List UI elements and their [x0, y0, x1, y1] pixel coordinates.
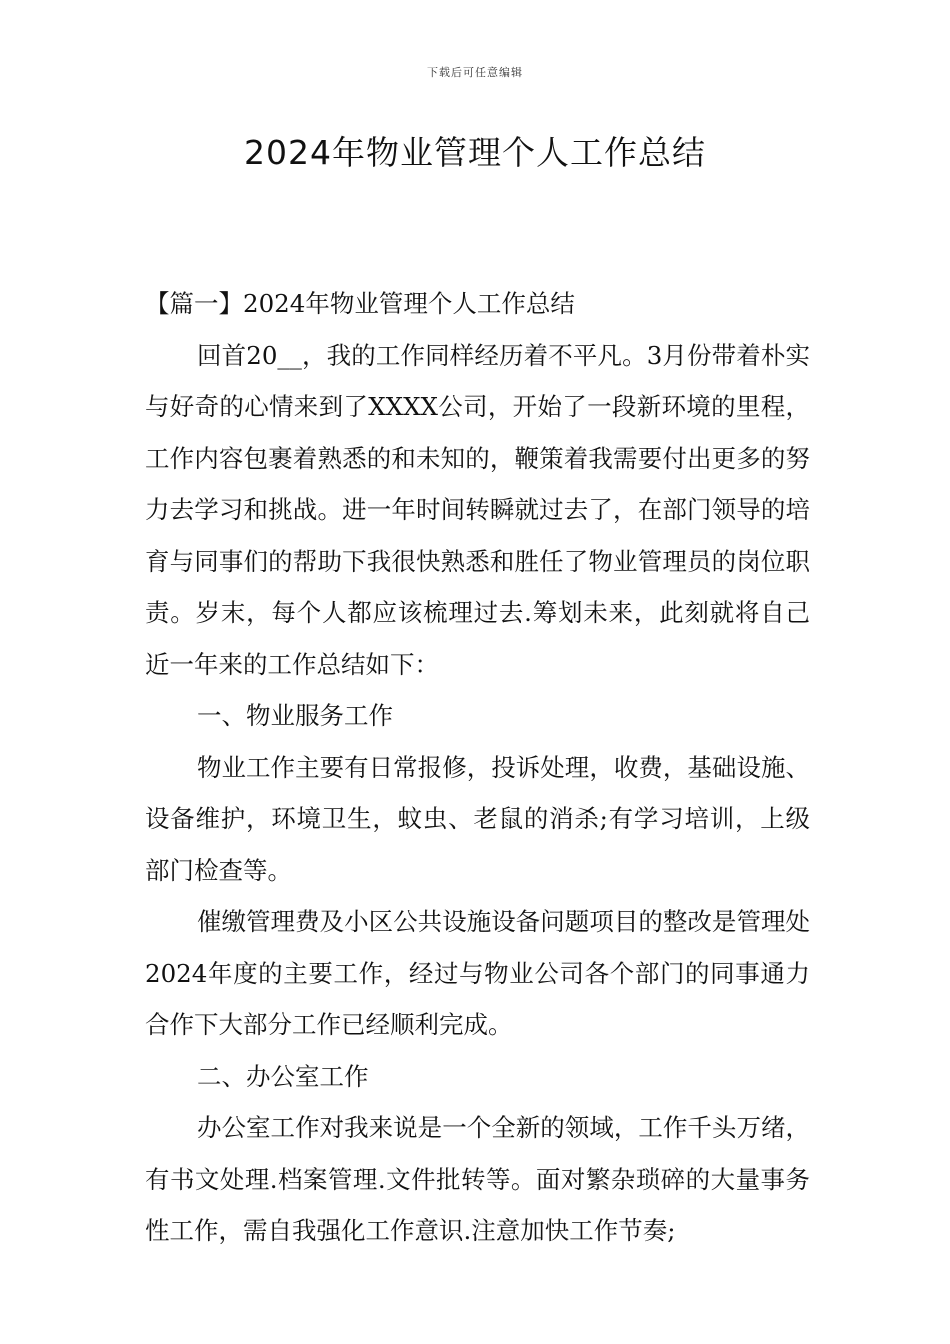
paragraph-office-work: 办公室工作对我来说是一个全新的领域，工作千头万绪，有书文处理.档案管理.文件批转等。面对繁杂琐碎的大量事务性工作，需自我强化工作意识.注意加快工作节奏;	[145, 1113, 810, 1245]
document-body	[145, 278, 810, 1257]
section-heading: 【篇一】2024年物业管理个人工作总结	[145, 289, 575, 318]
paragraph-fee-collection: 催缴管理费及小区公共设施设备问题项目的整改是管理处2024年度的主要工作，经过与物业公司各个部门的同事通力合作下大部分工作已经顺利完成。	[145, 907, 810, 1039]
subheading-office-work: 二、办公室工作	[197, 1061, 369, 1091]
paragraph-intro: 回首20__，我的工作同样经历着不平凡。3月份带着朴实与好奇的心情来到了XXXX公司，开始了一段新环境的里程，工作内容包裹着熟悉的和未知的，鞭策着我需要付出更多的努力去学习和挑战。进一年时间转瞬就过去了，在部门领导的培育与同事们的帮助下我很快熟悉和胜任了物业管理员的岗位职责。岁末，每个人都应该梳理过去.筹划未来，此刻就将自己近一年来的工作总结如下：	[145, 340, 810, 679]
paragraph-property-work: 物业工作主要有日常报修，投诉处理，收费，基础设施、设备维护，环境卫生，蚊虫、老鼠的消杀;有学习培训，上级部门检查等。	[145, 752, 810, 885]
download-edit-note: 下载后可任意编辑	[427, 66, 523, 79]
document-title: 2024年物业管理个人工作总结	[244, 133, 706, 172]
subheading-property-service: 一、物业服务工作	[197, 701, 393, 730]
